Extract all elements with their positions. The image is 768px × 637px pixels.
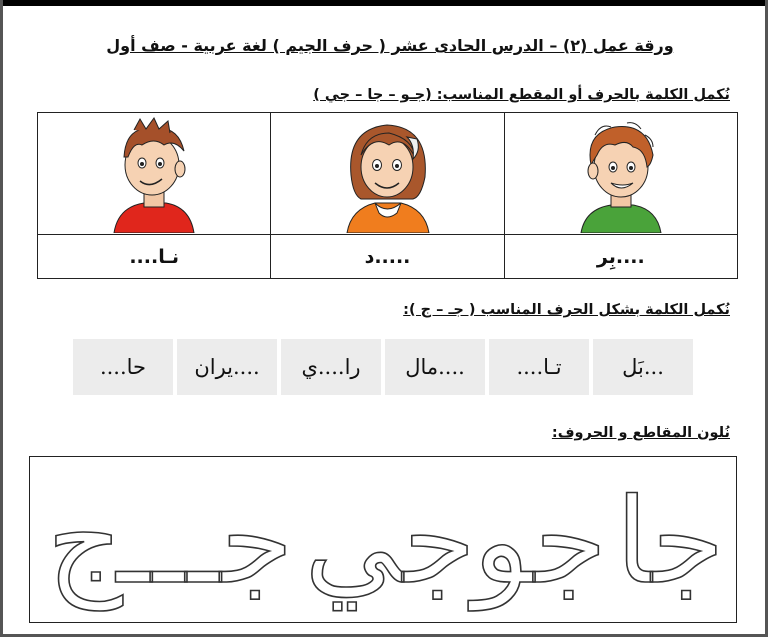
question-3-instruction: نُلون المقاطع و الحروف: (551, 425, 730, 441)
outline-syllable-ji[interactable]: جي (304, 472, 476, 610)
picture-cell-right (504, 113, 737, 235)
question-1-instruction: نُكمل الكلمة بالحرف أو المقطع المناسب: (جـو – جا – جي ) (313, 87, 730, 103)
picture-word-table (37, 112, 738, 279)
outline-syllable-jo[interactable]: جو (473, 472, 607, 610)
page-left-border (0, 0, 3, 637)
worksheet-title: ورقة عمل (٢) – الدرس الحادى عشر ( حرف الجيم ) لغة عربية - صف أول (106, 36, 674, 55)
outline-letters (30, 457, 736, 622)
word-cell[interactable]: نـا.... (38, 235, 271, 279)
outline-letter-jeem-initial[interactable]: جـــ (116, 472, 294, 610)
fill-word-box[interactable]: ....يران (177, 339, 277, 395)
coloring-box (29, 456, 737, 623)
page-top-border (0, 0, 768, 6)
outline-syllable-ja[interactable]: جا (615, 472, 725, 610)
fill-word-box[interactable]: تـا.... (489, 339, 589, 395)
picture-cell-middle (271, 113, 504, 235)
outline-letter-jeem[interactable]: ج (46, 472, 124, 610)
fill-word-box[interactable]: را....ي (281, 339, 381, 395)
word-cell[interactable]: ....بِر (504, 235, 737, 279)
word-cell[interactable]: .....د (271, 235, 504, 279)
fill-word-box[interactable]: حا.... (73, 339, 173, 395)
question-2-instruction: نُكمل الكلمة بشكل الحرف المناسب ( جـ – ج ): (403, 302, 730, 318)
girl-brown-hair-orange-shirt-icon (337, 115, 437, 233)
boy-orange-hair-green-shirt-icon (571, 115, 671, 233)
fill-word-box[interactable]: ....مال (385, 339, 485, 395)
picture-cell-left (38, 113, 271, 235)
fill-words-row (73, 339, 693, 395)
boy-red-shirt-icon (104, 115, 204, 233)
fill-word-box[interactable]: ...بَل (593, 339, 693, 395)
